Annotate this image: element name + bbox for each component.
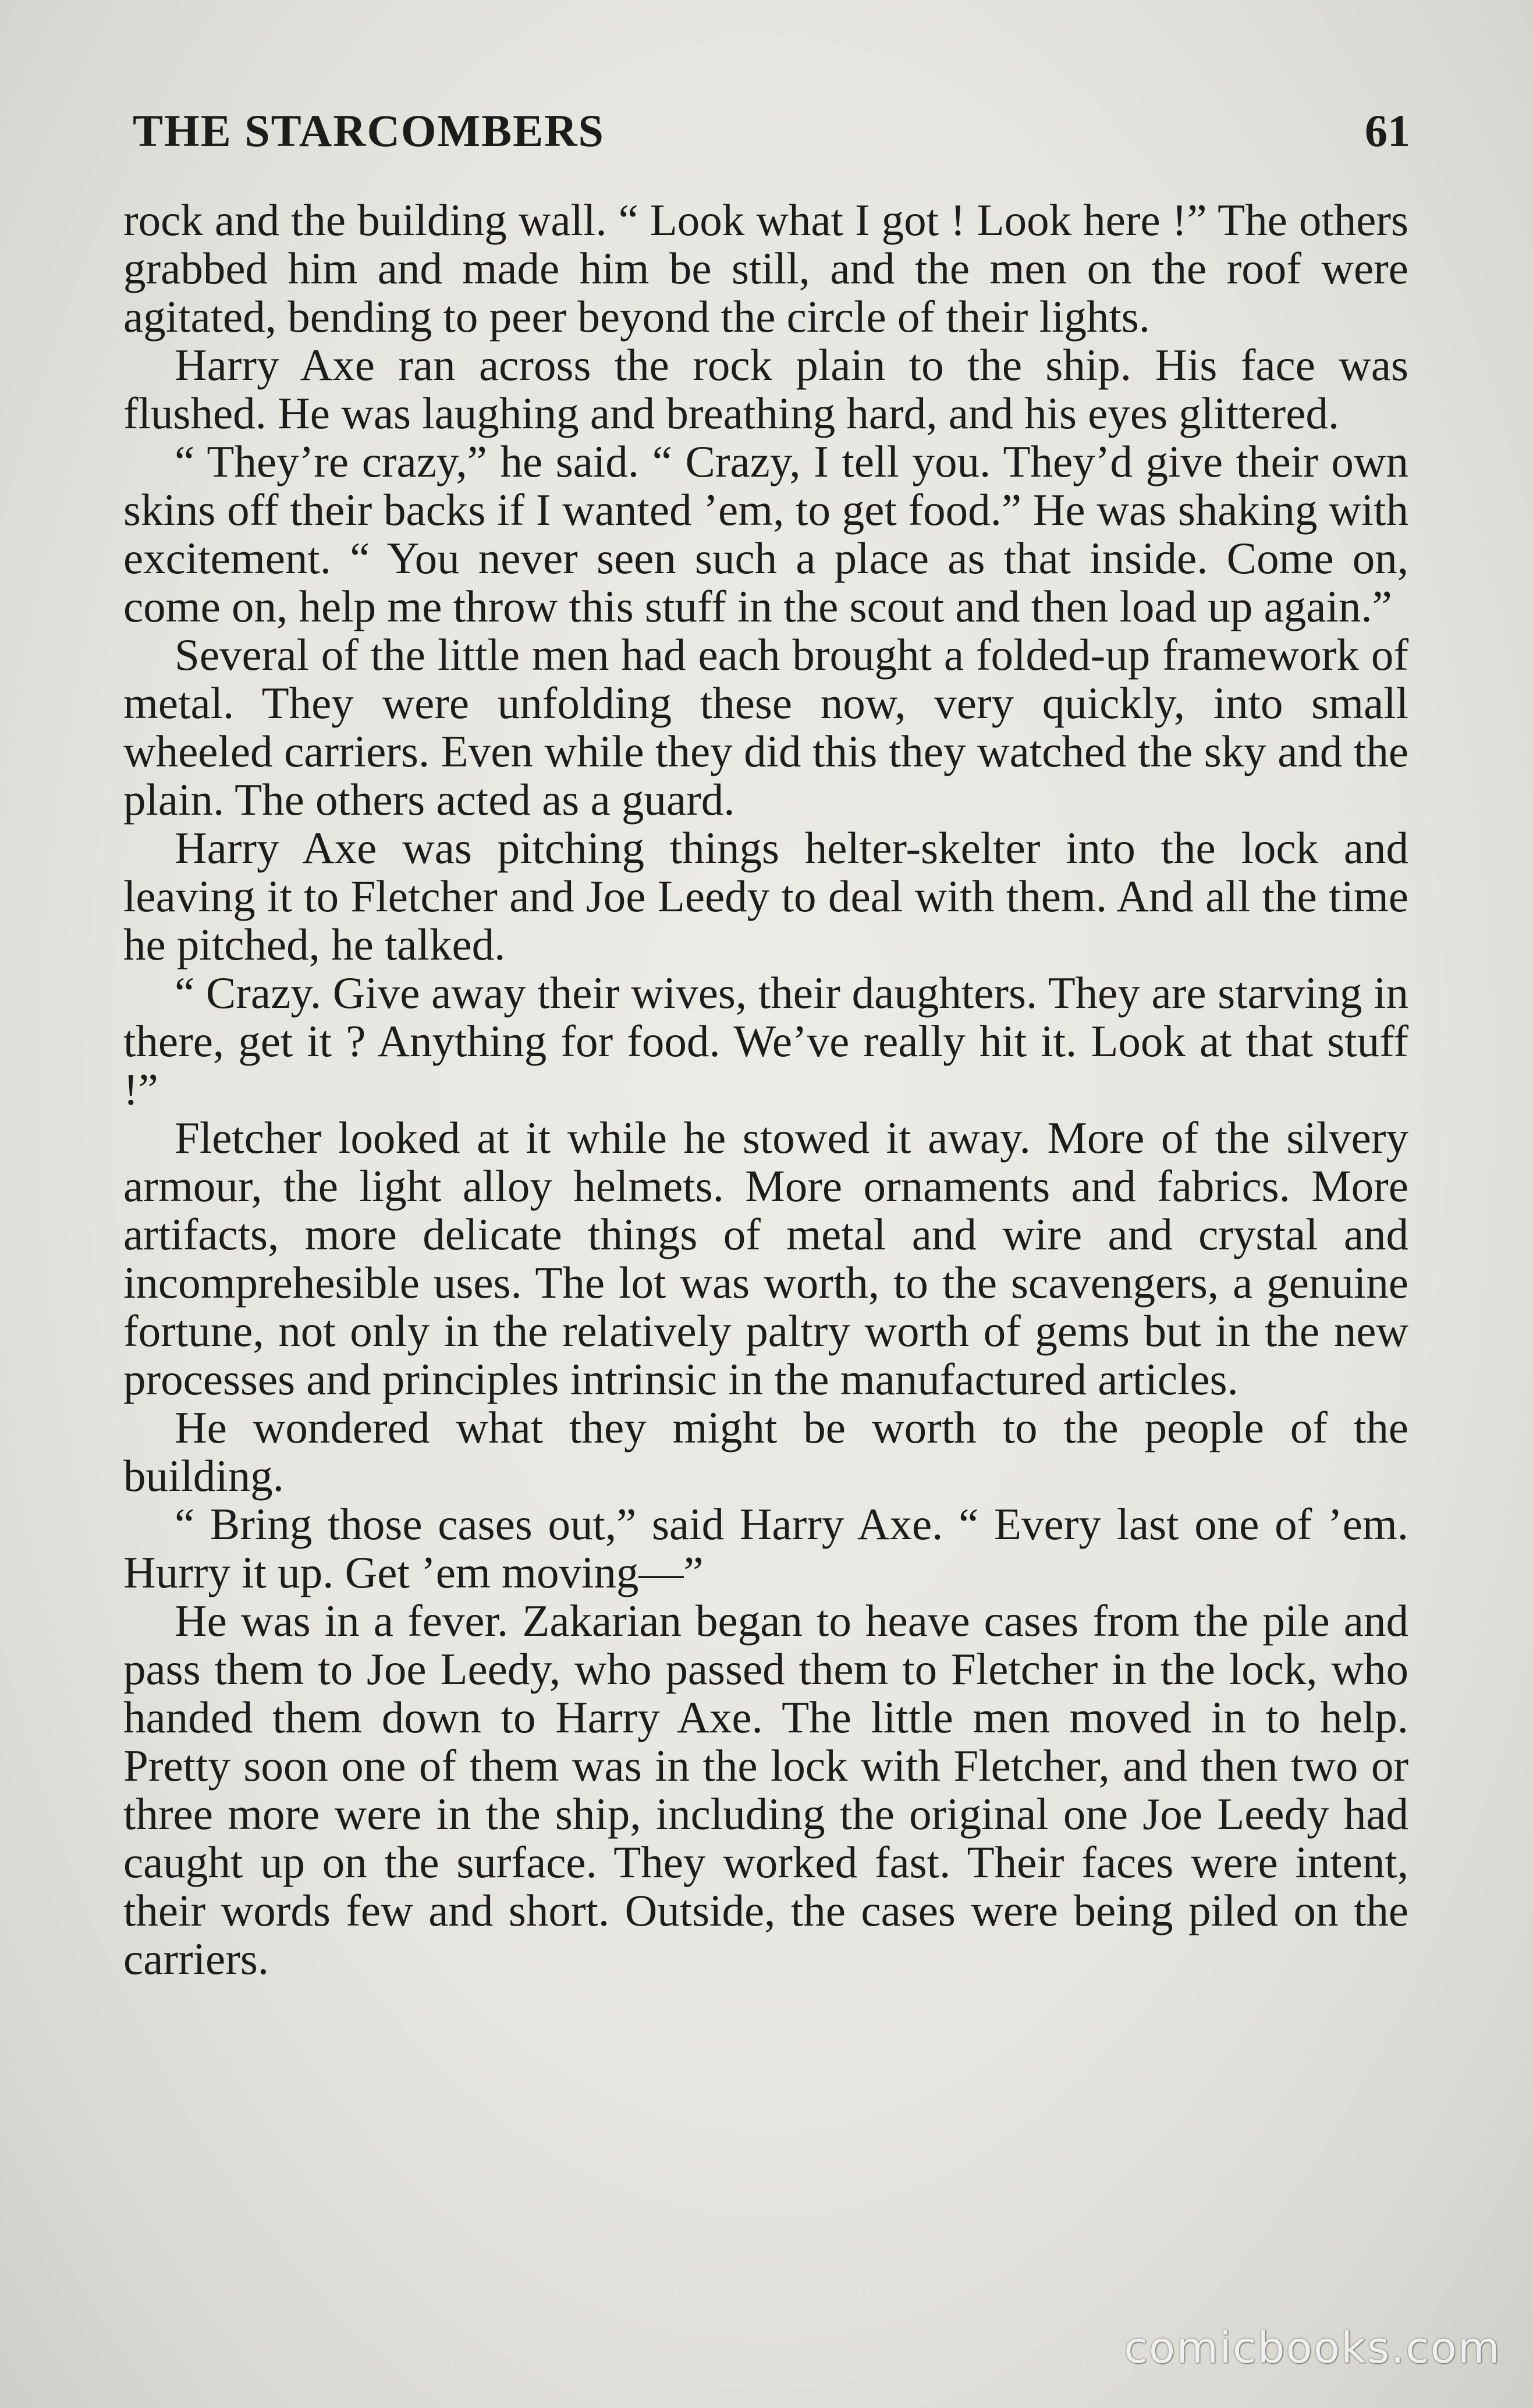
paragraph-8: He wondered what they might be worth to the people of the building. <box>123 1402 1408 1501</box>
running-title: THE STARCOMBERS <box>133 105 605 156</box>
paragraph-1: rock and the building wall. “ Look what I got ! Look here !” The others grabbed him and made him be still, and the men on the roof were agitated, bending to peer beyond the circle of their lights. <box>123 195 1408 342</box>
paragraph-3: “ They’re crazy,” he said. “ Crazy, I tell you. They’d give their own skins off their backs if I wanted ’em, to get food.” He was shaking with excitement. “ You never seen such a place as that inside. Come on, come on, help me throw this stuff in the scout and then load up again.” <box>123 436 1408 631</box>
paragraph-7: Fletcher looked at it while he stowed it away. More of the silvery armour, the light alloy helmets. More ornaments and fabrics. More artifacts, more delicate things of metal and wire and crystal and incomprehesible uses. The lot was worth, to the scavengers, a genuine fortune, not only in the relatively paltry worth of gems but in the new processes and principles intrinsic in the manufactured articles. <box>123 1113 1408 1404</box>
paragraph-10: He was in a fever. Zakarian began to heave cases from the pile and pass them to Joe Leedy, who passed them to Fletcher in the lock, who handed them down to Harry Axe. The little men moved in to help. Pretty soon one of them was in the lock with Fletcher, and then two or three more were in the ship, including the original one Joe Leedy had caught up on the surface. They worked fast. Their faces were intent, their words few and short. Outside, the cases were being piled on the carriers. <box>123 1596 1408 1984</box>
paragraph-5: Harry Axe was pitching things helter-skelter into the lock and leaving it to Fletcher and Joe Leedy to deal with them. And all the time he pitched, he talked. <box>123 823 1408 969</box>
running-header <box>133 99 1410 163</box>
paragraph-6: “ Crazy. Give away their wives, their daughters. They are starving in there, get it ? Anything for food. We’ve really hit it. Look at that stuff !” <box>123 968 1408 1114</box>
paragraph-4: Several of the little men had each brought a folded-up framework of metal. They were unfolding these now, very quickly, into small wheeled carriers. Even while they did this they watched the sky and the plain. The others acted as a guard. <box>123 630 1408 825</box>
paragraph-2: Harry Axe ran across the rock plain to the ship. His face was flushed. He was laughing and breathing hard, and his eyes glittered. <box>123 340 1408 438</box>
page-number: 61 <box>1365 105 1410 156</box>
body-text <box>123 196 1408 1983</box>
paragraph-9: “ Bring those cases out,” said Harry Axe. “ Every last one of ’em. Hurry it up. Get ’em moving—” <box>123 1499 1408 1597</box>
watermark: comicbooks.com <box>1124 2323 1501 2373</box>
